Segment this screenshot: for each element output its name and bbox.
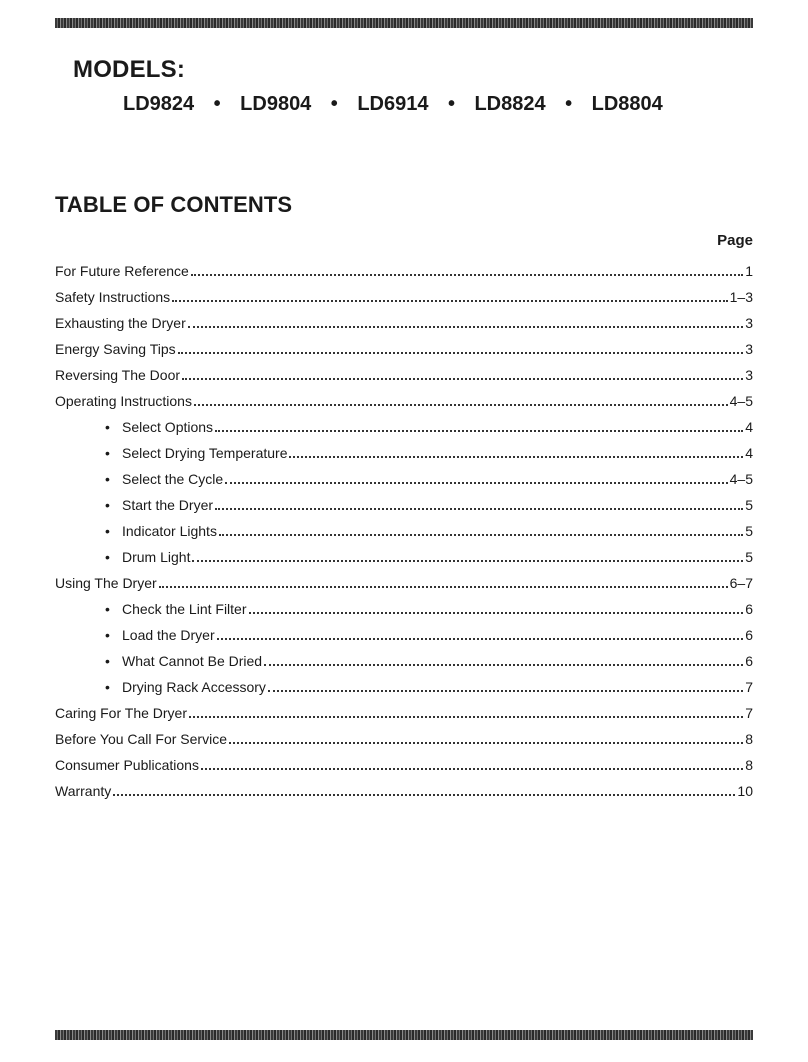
toc-entry-page: 4–5	[729, 393, 753, 409]
dot-leader	[229, 742, 743, 744]
model-number: LD8804	[591, 93, 663, 115]
toc-subentry	[55, 436, 753, 462]
dot-leader	[192, 560, 743, 562]
toc-subentry	[55, 410, 753, 436]
dot-leader	[188, 326, 743, 328]
bullet-icon: •	[105, 523, 110, 539]
dot-leader	[217, 638, 744, 640]
models-list	[123, 93, 663, 116]
toc-entry-title: Indicator Lights	[122, 523, 217, 539]
toc-subentry	[55, 644, 753, 670]
toc-entry-title: For Future Reference	[55, 263, 189, 279]
toc-entry-title: Before You Call For Service	[55, 731, 227, 747]
toc-entry	[55, 696, 753, 722]
toc-entry-title: Drum Light	[122, 549, 191, 565]
toc-entry-page: 5	[745, 497, 753, 513]
toc-entry-page: 6	[745, 627, 753, 643]
toc-subentry	[55, 514, 753, 540]
bullet-icon: •	[105, 445, 110, 461]
dot-leader	[194, 404, 728, 406]
toc-entry-page: 1–3	[729, 289, 753, 305]
toc-entry-title: Select Options	[122, 419, 214, 435]
toc-entry	[55, 358, 753, 384]
toc-entry-page: 10	[737, 783, 753, 799]
toc-entry-page: 1	[745, 263, 753, 279]
toc-entry	[55, 566, 753, 592]
dot-leader	[264, 664, 743, 666]
bullet-icon: •	[105, 601, 110, 617]
dot-leader	[225, 482, 727, 484]
toc-subentry	[55, 670, 753, 696]
bullet-icon: •	[105, 679, 110, 695]
dot-leader	[249, 612, 744, 614]
toc-entry-title: Reversing The Door	[55, 367, 181, 383]
toc-title: TABLE OF CONTENTS	[55, 192, 293, 217]
toc-entry-title: Select Drying Temperature	[122, 445, 288, 461]
bullet-icon: •	[105, 549, 110, 565]
toc-entry-title: Energy Saving Tips	[55, 341, 176, 357]
toc-entry-page: 8	[745, 757, 753, 773]
toc-list	[55, 254, 753, 800]
dot-leader	[215, 430, 743, 432]
toc-entry-title: Load the Dryer	[122, 627, 215, 643]
toc-entry-page: 6–7	[729, 575, 753, 591]
dot-leader	[289, 456, 743, 458]
bullet-icon: •	[105, 653, 110, 669]
toc-entry-page: 8	[745, 731, 753, 747]
bullet-separator-icon: •	[565, 93, 573, 115]
toc-entry	[55, 774, 753, 800]
toc-entry-page: 5	[745, 523, 753, 539]
toc-entry-title: What Cannot Be Dried	[122, 653, 263, 669]
dot-leader	[268, 690, 743, 692]
dot-leader	[178, 352, 744, 354]
toc-entry-title: Warranty	[55, 783, 112, 799]
bullet-separator-icon: •	[213, 93, 221, 115]
toc-subentry	[55, 618, 753, 644]
bullet-separator-icon: •	[330, 93, 338, 115]
dot-leader	[189, 716, 743, 718]
toc-subentry	[55, 488, 753, 514]
toc-entry-title: Check the Lint Filter	[122, 601, 247, 617]
toc-entry-title: Safety Instructions	[55, 289, 171, 305]
bullet-separator-icon: •	[447, 93, 455, 115]
model-number: LD6914	[357, 93, 429, 115]
bottom-rule	[55, 1030, 753, 1040]
toc-entry-title: Drying Rack Accessory	[122, 679, 266, 695]
bullet-icon: •	[105, 471, 110, 487]
toc-entry	[55, 384, 753, 410]
toc-entry	[55, 280, 753, 306]
dot-leader	[201, 768, 743, 770]
toc-subentry	[55, 592, 753, 618]
toc-entry-page: 5	[745, 549, 753, 565]
toc-entry-page: 3	[745, 341, 753, 357]
toc-entry-title: Consumer Publications	[55, 757, 199, 773]
toc-entry	[55, 748, 753, 774]
dot-leader	[172, 300, 727, 302]
toc-entry-page: 4	[745, 419, 753, 435]
toc-entry-title: Caring For The Dryer	[55, 705, 188, 721]
toc-entry	[55, 254, 753, 280]
model-number: LD8824	[474, 93, 546, 115]
toc-entry-page: 3	[745, 367, 753, 383]
toc-entry-title: Using The Dryer	[55, 575, 157, 591]
models-label: MODELS:	[73, 56, 186, 83]
toc-entry-page: 3	[745, 315, 753, 331]
toc-entry-page: 6	[745, 653, 753, 669]
toc-subentry	[55, 540, 753, 566]
toc-entry-page: 4–5	[729, 471, 753, 487]
toc-entry-page: 7	[745, 679, 753, 695]
dot-leader	[219, 534, 743, 536]
toc-entry-title: Exhausting the Dryer	[55, 315, 186, 331]
dot-leader	[215, 508, 743, 510]
bullet-icon: •	[105, 497, 110, 513]
dot-leader	[191, 274, 743, 276]
top-rule	[55, 18, 753, 28]
toc-entry-page: 6	[745, 601, 753, 617]
dot-leader	[182, 378, 743, 380]
bullet-icon: •	[105, 419, 110, 435]
bullet-icon: •	[105, 627, 110, 643]
model-number: LD9804	[240, 93, 312, 115]
toc-entry-page: 7	[745, 705, 753, 721]
toc-entry	[55, 332, 753, 358]
page-column-label: Page	[717, 232, 753, 249]
model-number: LD9824	[123, 93, 195, 115]
dot-leader	[159, 586, 728, 588]
toc-entry-title: Start the Dryer	[122, 497, 214, 513]
toc-entry-title: Operating Instructions	[55, 393, 192, 409]
toc-entry	[55, 306, 753, 332]
toc-entry	[55, 722, 753, 748]
toc-subentry	[55, 462, 753, 488]
dot-leader	[113, 794, 735, 796]
toc-entry-title: Select the Cycle	[122, 471, 224, 487]
toc-entry-page: 4	[745, 445, 753, 461]
